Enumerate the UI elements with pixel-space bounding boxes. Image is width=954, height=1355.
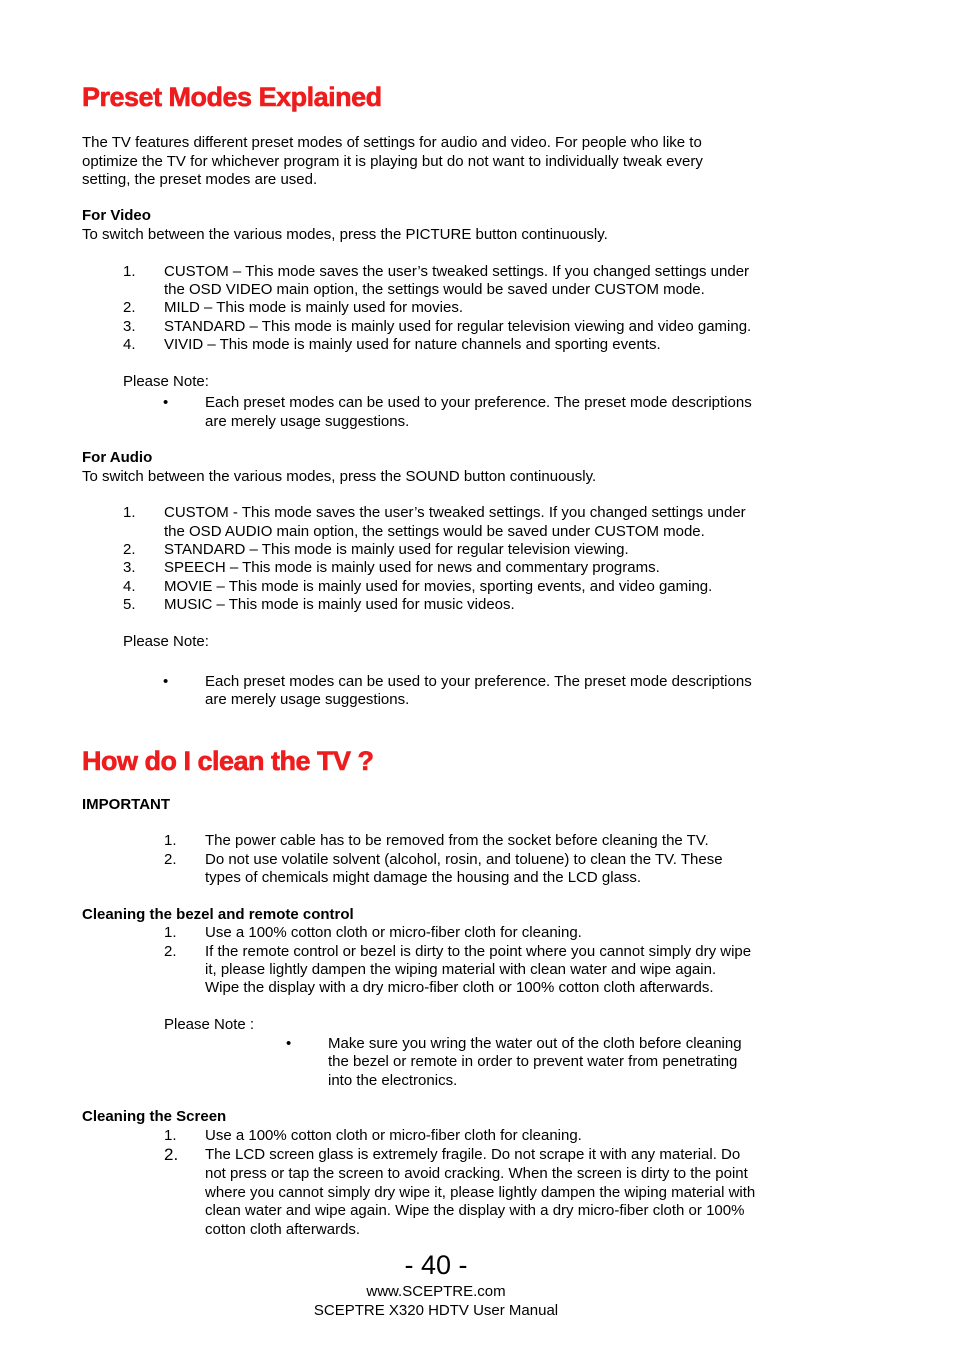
list-item-text: not press or tap the screen to avoid cracking. When the screen is dirty to the point	[205, 1165, 748, 1182]
bullet-icon: •	[163, 673, 169, 690]
note-text: the bezel or remote in order to prevent water from penetrating	[328, 1053, 738, 1070]
section-title-clean-tv: How do I clean the TV ?	[82, 746, 374, 776]
page-number: - 40 -	[404, 1250, 468, 1280]
footer-website: www.SCEPTRE.com	[366, 1283, 506, 1300]
note-label: Please Note:	[123, 633, 209, 650]
list-item-text: MILD – This mode is mainly used for movies.	[164, 299, 463, 316]
bezel-heading: Cleaning the bezel and remote control	[82, 906, 354, 923]
video-instruction: To switch between the various modes, press the PICTURE button continuously.	[82, 226, 608, 243]
list-number: 1.	[164, 1127, 177, 1144]
list-number: 1.	[123, 504, 136, 521]
list-number: 3.	[123, 318, 136, 335]
list-item-text: STANDARD – This mode is mainly used for regular television viewing and video gaming.	[164, 318, 752, 335]
list-number: 2.	[123, 541, 136, 558]
list-item-text: CUSTOM – This mode saves the user’s tweaked settings. If you changed settings under	[164, 263, 750, 280]
list-number: 4.	[123, 336, 136, 353]
list-item-text: cotton cloth afterwards.	[205, 1221, 361, 1238]
screen-heading: Cleaning the Screen	[82, 1108, 227, 1125]
footer-manual-title: SCEPTRE X320 HDTV User Manual	[313, 1302, 559, 1319]
note-text: Make sure you wring the water out of the cloth before cleaning	[328, 1035, 742, 1052]
list-item-text: Use a 100% cotton cloth or micro-fiber cloth for cleaning.	[205, 1127, 582, 1144]
audio-heading: For Audio	[82, 449, 153, 466]
note-text: are merely usage suggestions.	[205, 691, 410, 708]
list-number: 5.	[123, 596, 136, 613]
list-item-text: The LCD screen glass is extremely fragile. Do not scrape it with any material. Do	[205, 1146, 741, 1163]
list-item-text: Use a 100% cotton cloth or micro-fiber cloth for cleaning.	[205, 924, 582, 941]
list-item-text: the OSD AUDIO main option, the settings would be saved under CUSTOM mode.	[164, 523, 705, 540]
important-heading: IMPORTANT	[82, 796, 171, 813]
list-number: 1.	[164, 924, 177, 941]
note-text: are merely usage suggestions.	[205, 413, 410, 430]
intro-line: setting, the preset modes are used.	[82, 171, 318, 188]
list-item-text: clean water and wipe again. Wipe the display with a dry micro-fiber cloth or 100%	[205, 1202, 745, 1219]
note-label: Please Note:	[123, 373, 209, 390]
list-item-text: The power cable has to be removed from the socket before cleaning the TV.	[205, 832, 709, 849]
list-number: 1.	[123, 263, 136, 280]
section-title-preset-modes: Preset Modes Explained	[82, 82, 382, 112]
intro-line: optimize the TV for whichever program it is playing but do not want to individually tweak every	[82, 153, 703, 170]
list-item-text: it, please lightly dampen the wiping material with clean water and wipe again.	[205, 961, 717, 978]
list-number: 2.	[164, 851, 177, 868]
list-item-text: SPEECH – This mode is mainly used for news and commentary programs.	[164, 559, 660, 576]
list-number: 4.	[123, 578, 136, 595]
video-heading: For Video	[82, 207, 151, 224]
list-item-text: types of chemicals might damage the housing and the LCD glass.	[205, 869, 642, 886]
list-item-text: VIVID – This mode is mainly used for nature channels and sporting events.	[164, 336, 661, 353]
note-label: Please Note :	[164, 1016, 255, 1033]
note-text: Each preset modes can be used to your preference. The preset mode descriptions	[205, 673, 752, 690]
list-item-text: MUSIC – This mode is mainly used for music videos.	[164, 596, 515, 613]
list-item-text: CUSTOM - This mode saves the user’s tweaked settings. If you changed settings under	[164, 504, 746, 521]
list-item-text: Do not use volatile solvent (alcohol, rosin, and toluene) to clean the TV. These	[205, 851, 723, 868]
list-number: 1.	[164, 832, 177, 849]
intro-line: The TV features different preset modes of settings for audio and video. For people who like to	[82, 134, 702, 151]
list-item-text: STANDARD – This mode is mainly used for regular television viewing.	[164, 541, 629, 558]
list-item-text: Wipe the display with a dry micro-fiber cloth or 100% cotton cloth afterwards.	[205, 979, 714, 996]
note-text: into the electronics.	[328, 1072, 458, 1089]
list-number: 2.	[123, 299, 136, 316]
list-item-text: where you cannot simply dry wipe it, please lightly dampen the wiping material with	[205, 1184, 756, 1201]
bullet-icon: •	[163, 394, 169, 411]
list-item-text: If the remote control or bezel is dirty to the point where you cannot simply dry wipe	[205, 943, 752, 960]
list-number: 2.	[164, 1145, 179, 1164]
bullet-icon: •	[286, 1035, 292, 1052]
note-text: Each preset modes can be used to your preference. The preset mode descriptions	[205, 394, 752, 411]
audio-instruction: To switch between the various modes, press the SOUND button continuously.	[82, 468, 597, 485]
list-item-text: MOVIE – This mode is mainly used for movies, sporting events, and video gaming.	[164, 578, 713, 595]
list-item-text: the OSD VIDEO main option, the settings would be saved under CUSTOM mode.	[164, 281, 705, 298]
list-number: 2.	[164, 943, 177, 960]
list-number: 3.	[123, 559, 136, 576]
